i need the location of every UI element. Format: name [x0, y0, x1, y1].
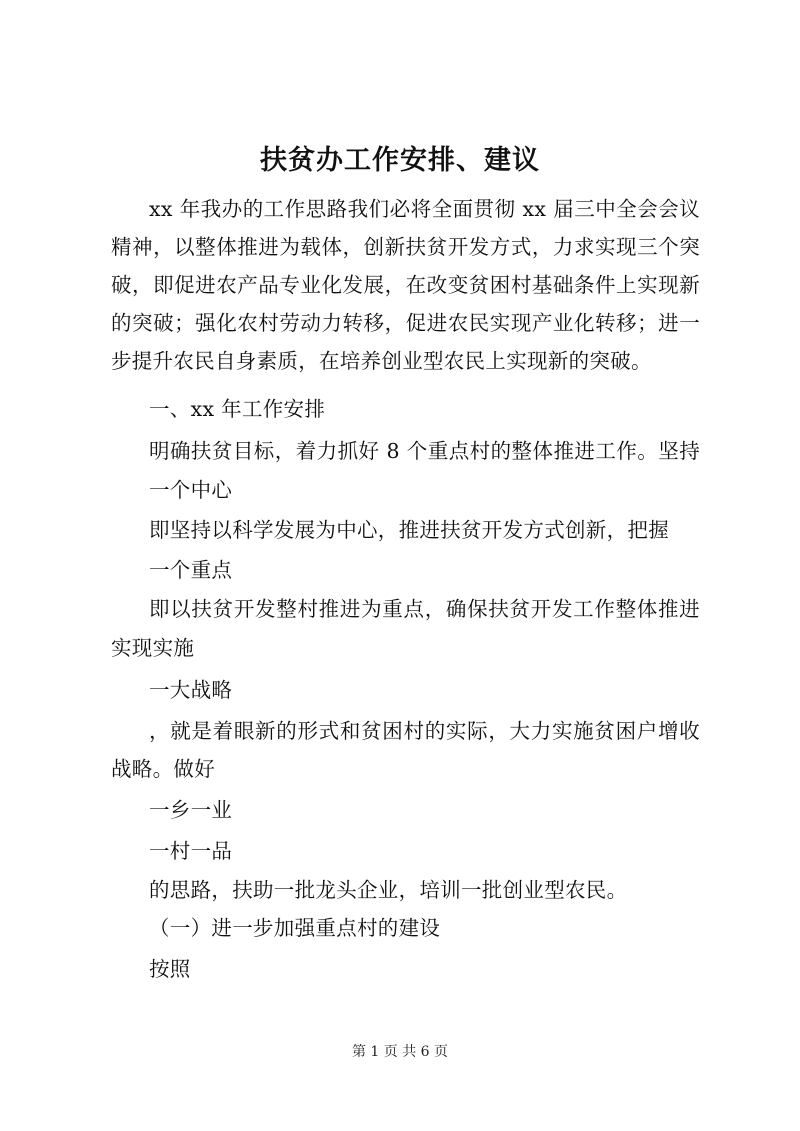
body-line: 一乡一业: [149, 798, 233, 822]
section-heading: 一、xx 年工作安排: [149, 397, 326, 421]
body-line: 的思路，扶助一批龙头企业，培训一批创业型农民。: [149, 878, 628, 902]
body-line: 实现实施: [111, 636, 195, 660]
body-line: 破，即促进农产品专业化发展，在改变贫困村基础条件上实现新: [111, 273, 700, 297]
body-line: 一村一品: [149, 839, 233, 863]
body-line: 明确扶贫目标，着力抓好 8 个重点村的整体推进工作。坚持: [149, 439, 700, 463]
body-line: 战略。做好: [111, 757, 215, 781]
body-line: ，就是着眼新的形式和贫困村的实际，大力实施贫困户增收: [149, 719, 700, 743]
body-line: 一个中心: [149, 478, 233, 502]
document-title: 扶贫办工作安排、建议: [260, 145, 540, 176]
body-line: 即坚持以科学发展为中心，推进扶贫开发方式创新，把握: [149, 518, 669, 542]
body-line: xx 年我办的工作思路我们必将全面贯彻 xx 届三中全会会议: [149, 197, 700, 221]
body-line: 即以扶贫开发整村推进为重点，确保扶贫开发工作整体推进: [149, 597, 700, 621]
subsection-heading: （一）进一步加强重点村的建设: [149, 916, 441, 940]
body-line: 一个重点: [149, 558, 233, 582]
body-line: 步提升农民自身素质，在培养创业型农民上实现新的突破。: [111, 349, 652, 373]
body-line: 一大战略: [149, 678, 233, 702]
body-line: 精神，以整体推进为载体，创新扶贫开发方式，力求实现三个突: [111, 235, 700, 259]
page-footer: 第 1 页 共 6 页: [351, 1044, 449, 1060]
body-line: 按照: [149, 957, 191, 981]
body-line: 的突破；强化农村劳动力转移，促进农民实现产业化转移；进一: [111, 311, 700, 335]
